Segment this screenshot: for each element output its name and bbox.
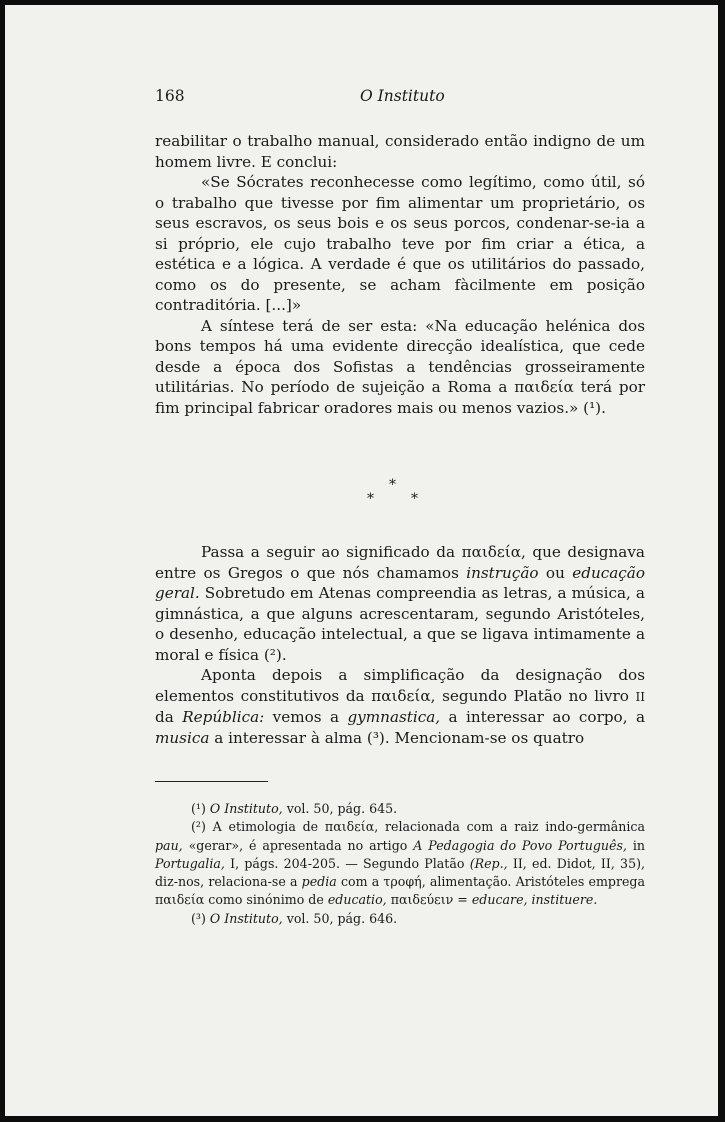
italic-term: instrução [466, 563, 539, 582]
italic-term: República: [182, 708, 265, 726]
roman-numeral: II [635, 689, 645, 704]
italic-term: gymnastica, [347, 708, 441, 726]
paragraph-platao [155, 665, 645, 748]
text-run: a interessar ao corpo, a [440, 708, 645, 726]
separator-star-right: * [411, 491, 418, 507]
italic-term: educare, instituere. [471, 892, 598, 908]
footnote-marker: (¹) [191, 801, 206, 816]
italic-term: Portugalia, [155, 855, 225, 871]
text-run: in [626, 837, 645, 853]
text-run: II, ed. Didot, II, 35), diz-nos, relaciona-se a [155, 855, 645, 890]
italic-term: O Instituto, [209, 801, 283, 816]
text-run: I, págs. 204-205. — Segundo Platão [224, 855, 470, 871]
italic-term: O Instituto, [209, 910, 283, 926]
text-run: vol. 50, pág. 645. [282, 801, 398, 816]
footnote-rule [155, 781, 268, 782]
text-run: vol. 50, pág. 646. [282, 910, 398, 926]
footnote-marker: (²) [191, 819, 206, 835]
text-run: da [155, 708, 183, 726]
footnote-2 [155, 818, 645, 909]
section-separator [345, 477, 425, 517]
text-run: a interessar à alma (³). Mencionam-se os quatro [209, 728, 585, 747]
text-run: Sobretudo em Atenas compreendia as letras, a música, a gimnástica, a que alguns acrescentaram, segundo Aristóteles, o desenho, educação intelectual, a que se ligava intimamente a moral e física (²). [155, 584, 645, 664]
body-section-2 [155, 542, 645, 748]
body-section-1 [155, 131, 645, 418]
text-run: Aponta depois a simplificação da designação dos elementos constitutivos da παιδεία, segundo Platão no livro [155, 666, 645, 705]
separator-star-left: * [367, 491, 374, 507]
text-run: παιδεύειν = [386, 892, 472, 908]
italic-term: A Pedagogia do Povo Português, [413, 837, 627, 853]
italic-term: musica [155, 728, 210, 747]
text-run: A etimologia de παιδεία, relacionada com a raiz indo-germânica [205, 819, 645, 835]
italic-term: pedia [301, 874, 337, 890]
italic-term: educação geral. [155, 563, 645, 602]
text-run: ou [538, 563, 573, 582]
paragraph-quote-socrates: «Se Sócrates reconhecesse como legítimo, como útil, só o trabalho que tivesse por fim alimentar um proprietário, os seus escravos, os seus bois e os seus porcos, condenar-se-ia a si próprio, ele cujo trabalho teve por fim criar a ética, a estética e a lógica. A verdade é que os utilitários do passado, como os do presente, se acham fàcilmente em posição contraditória. [...]» [155, 173, 645, 314]
separator-star-top: * [389, 477, 396, 493]
italic-term: pau, [155, 837, 183, 853]
running-title: O Instituto [360, 87, 445, 105]
italic-term: educatio, [327, 892, 387, 908]
footnotes [155, 800, 645, 928]
text-run: «gerar», é apresentada no artigo [182, 837, 414, 853]
footnote-marker: (³) [191, 910, 206, 926]
running-head [155, 87, 645, 109]
paragraph-synthesis: A síntese terá de ser esta: «Na educação helénica dos bons tempos há uma evidente direcção idealística, que cede desde a época dos Sofistas a tendências grosseiramente utilitárias. No período de sujeição a Roma a παιδεία terá por fim principal fabricar oradores mais ou menos vazios.» (¹). [155, 316, 645, 417]
italic-term: (Rep., [469, 855, 508, 871]
text-run: Passa a seguir ao significado da παιδεία, que designava entre os Gregos o que nós chamamos [155, 543, 645, 582]
paragraph-paideia [155, 542, 645, 665]
book-page [5, 5, 718, 1116]
paragraph-continuation: reabilitar o trabalho manual, considerado então indigno de um homem livre. E conclui: [155, 132, 645, 171]
text-run: vemos a [264, 708, 348, 726]
footnote-3 [155, 910, 645, 928]
page-number: 168 [155, 87, 185, 105]
text-run: com a τροφή, alimentação. Aristóteles emprega παιδεία como sinónimo de [155, 874, 645, 908]
footnote-1 [155, 800, 645, 818]
